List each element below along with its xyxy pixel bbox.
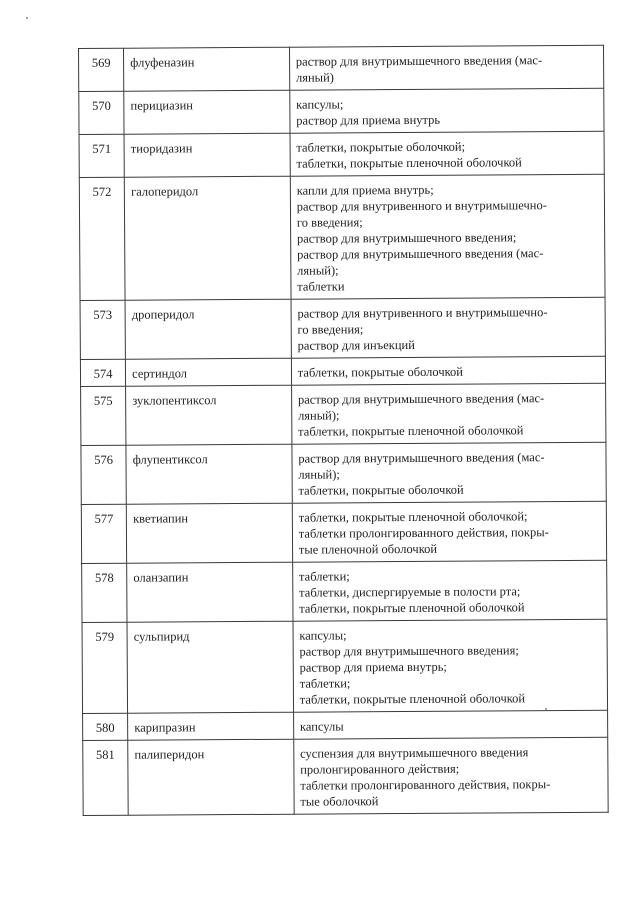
dosage-form-line: суспензия для внутримышечного введения [300,745,529,761]
dosage-forms [293,619,608,712]
dosage-form-line: раствор для внутримышечного введения (мас- [295,53,543,69]
row-number: 576 [81,445,127,504]
dosage-forms [290,88,604,133]
drug-name: кветиапин [126,503,292,563]
dosage-forms [290,174,605,299]
table-row [80,297,605,359]
table-row [79,88,604,134]
drug-name: карипразин [128,712,294,740]
dosage-forms [291,297,606,358]
dosage-forms [291,356,605,385]
dosage-forms [293,710,607,739]
dosage-form-line: таблетки, покрытые оболочкой; [296,139,466,155]
row-number: 578 [82,563,128,622]
dosage-form-line: таблетки, покрытые оболочкой [297,364,464,380]
table-row [79,174,605,300]
row-number: 571 [79,134,124,177]
dosage-form-line: тые оболочкой [300,794,379,809]
dosage-forms [292,560,607,621]
dosage-form-line: таблетки, покрытые пленочной оболочкой [296,155,522,171]
dosage-form-line: раствор для внутривенного и внутримышечно- [297,305,548,321]
dosage-form-line: ляный); [298,408,340,423]
dosage-form-line: таблетки; [299,676,351,691]
row-number: 581 [83,740,129,815]
dosage-form-line: капли для приема внутрь; [296,182,434,198]
dosage-forms [292,501,607,562]
dosage-form-line: раствор для внутримышечного введения (мас- [298,450,545,466]
row-number: 570 [79,91,124,134]
row-number: 569 [79,48,124,91]
drug-name: палиперидон [128,739,294,815]
dosage-form-line: раствор для внутримышечного введения (мас- [297,246,544,262]
dosage-form-line: капсулы; [299,628,347,643]
scan-speck [26,17,28,19]
row-number: 572 [79,177,125,300]
drug-table [78,45,609,816]
drug-name: дроперидол [125,299,291,359]
drug-table-body [79,45,609,815]
dosage-forms [294,737,609,814]
dosage-form-line: го введения; [296,215,363,230]
row-number: 575 [81,386,127,445]
table-row [81,442,606,504]
dosage-form-line: раствор для внутримышечного введения; [296,230,517,246]
dosage-form-line: ляный); [298,467,340,482]
table-row [81,501,606,563]
dosage-forms [291,383,606,444]
dosage-form-line: капсулы [299,719,344,734]
drug-name: галоперидол [124,176,290,300]
dosage-form-line: раствор для внутримышечного введения; [299,643,519,659]
dosage-forms [290,131,604,176]
dosage-form-line: таблетки пролонгированного действия, покры- [298,525,549,541]
dosage-form-line: таблетки, покрытые оболочкой [298,482,464,498]
table-row [82,560,607,622]
dosage-form-line: ляный) [295,70,334,85]
drug-name: флупентиксол [126,444,292,504]
table-row [83,737,608,815]
table-row [80,356,605,386]
table-row [82,619,608,713]
dosage-form-line: таблетки, покрытые пленочной оболочкой [298,423,524,439]
row-number: 577 [81,504,127,563]
drug-name: сульпирид [127,621,293,713]
table-row [79,45,604,91]
dosage-form-line: раствор для приема внутрь; [299,659,447,675]
dosage-form-line: ляный); [297,263,339,278]
dosage-forms [289,45,603,90]
dosage-form-line: тые пленочной оболочкой [298,541,438,557]
dosage-form-line: раствор для внутривенного и внутримышечно- [296,198,547,214]
drug-name: оланзапин [127,562,293,622]
dosage-forms [292,442,607,503]
row-number: 573 [80,300,126,359]
dosage-form-line: таблетки пролонгированного действия, покры- [300,777,551,793]
table-row [81,383,606,445]
dosage-form-line: пролонгированного действия; [300,761,460,777]
dosage-form-line: таблетки, диспергируемые в полости рта; [299,584,521,600]
drug-name: флуфеназин [124,47,290,91]
dosage-form-line: таблетки, покрытые пленочной оболочкой; [298,509,528,525]
row-number: 579 [82,622,128,713]
dosage-form-line: раствор для приема внутрь [296,112,441,128]
drug-name: сертиндол [126,358,292,386]
row-number: 574 [80,359,125,386]
table-row [83,710,608,740]
dosage-form-line: капсулы; [296,97,344,112]
dosage-form-line: таблетки, покрытые пленочной оболочкой [299,691,526,707]
dosage-form-line: таблетки [297,279,345,294]
dosage-form-line: раствор для инъекций [297,337,415,353]
dosage-form-line: раствор для внутримышечного введения (мас- [297,391,545,407]
drug-name: зуклопентиксол [126,385,292,445]
table-row [79,131,604,177]
drug-name: тиоридазин [124,133,290,177]
dosage-form-line: го введения; [297,322,364,337]
drug-name: перициазин [124,90,290,134]
dosage-form-line: таблетки, покрытые пленочной оболочкой [299,600,525,616]
dosage-form-line: таблетки; [298,569,350,584]
row-number: 580 [83,713,128,740]
